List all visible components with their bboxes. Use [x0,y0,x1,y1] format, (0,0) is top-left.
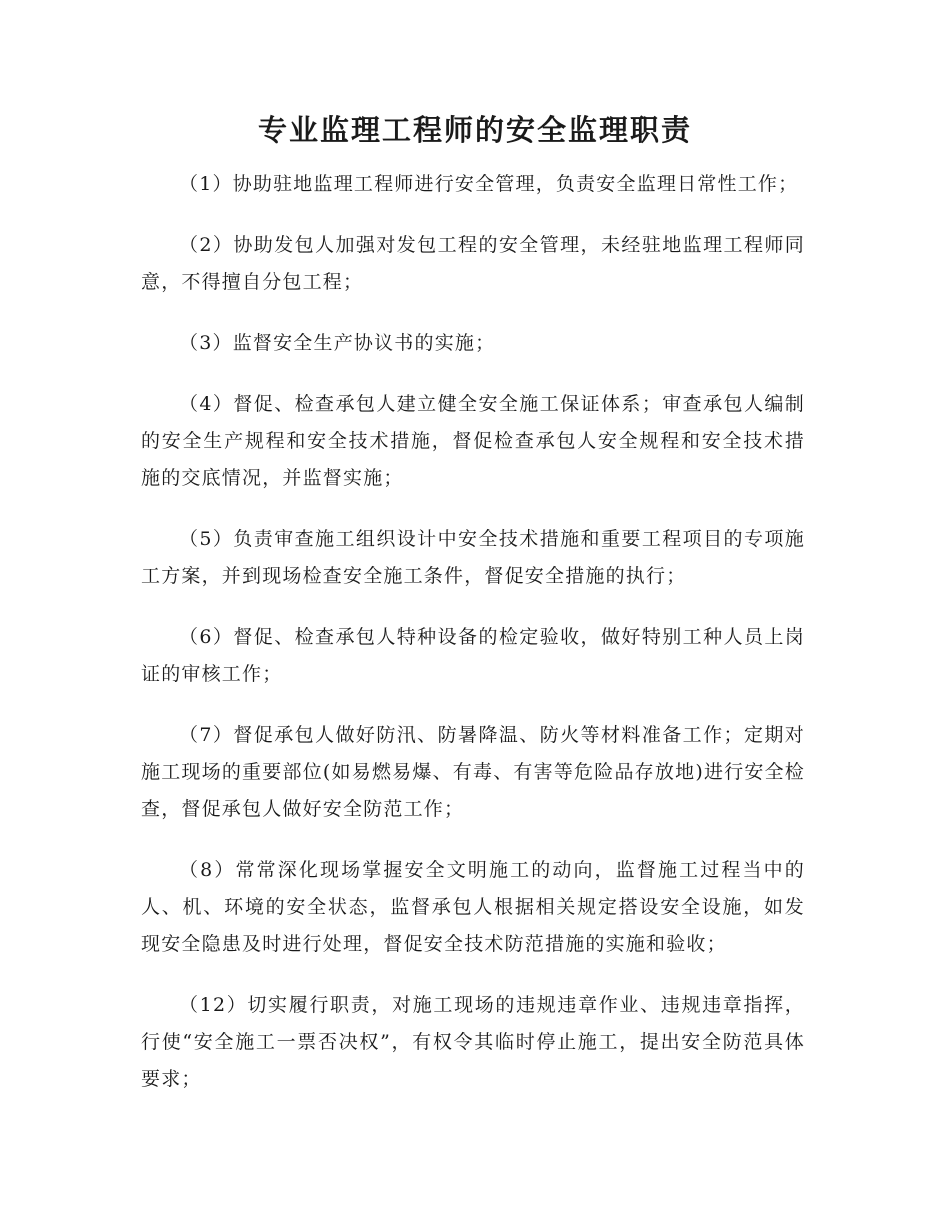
paragraph-12: （12）切实履行职责，对施工现场的违规违章作业、违规违章指挥，行使“安全施工一票否决权”，有权令其临时停止施工，提出安全防范具体要求； [141,994,805,1090]
paragraph-8: （8）常常深化现场掌握安全文明施工的动向，监督施工过程当中的人、机、环境的安全状态，监督承包人根据相关规定搭设安全设施，如发现安全隐患及时进行处理，督促安全技术防范措施的实施和验收； [141,859,805,955]
document-body [141,166,805,1122]
page-title: 专业监理工程师的安全监理职责 [257,113,692,147]
paragraph-4: （4）督促、检查承包人建立健全安全施工保证体系；审查承包人编制的安全生产规程和安全技术措施，督促检查承包人安全规程和安全技术措施的交底情况，并监督实施； [141,393,805,489]
paragraph-6: （6）督促、检查承包人特种设备的检定验收，做好特别工种人员上岗证的审核工作； [141,626,805,685]
paragraph-3: （3）监督安全生产协议书的实施； [179,332,496,354]
paragraph-2: （2）协助发包人加强对发包工程的安全管理，未经驻地监理工程师同意，不得擅自分包工程； [141,234,805,293]
paragraph-7: （7）督促承包人做好防汛、防暑降温、防火等材料准备工作；定期对施工现场的重要部位(如易燃易爆、有毒、有害等危险品存放地)进行安全检查，督促承包人做好安全防范工作； [141,724,805,820]
paragraph-1: （1）协助驻地监理工程师进行安全管理，负责安全监理日常性工作； [179,173,799,195]
paragraph-5: （5）负责审查施工组织设计中安全技术措施和重要工程项目的专项施工方案，并到现场检查安全施工条件，督促安全措施的执行； [141,528,805,587]
